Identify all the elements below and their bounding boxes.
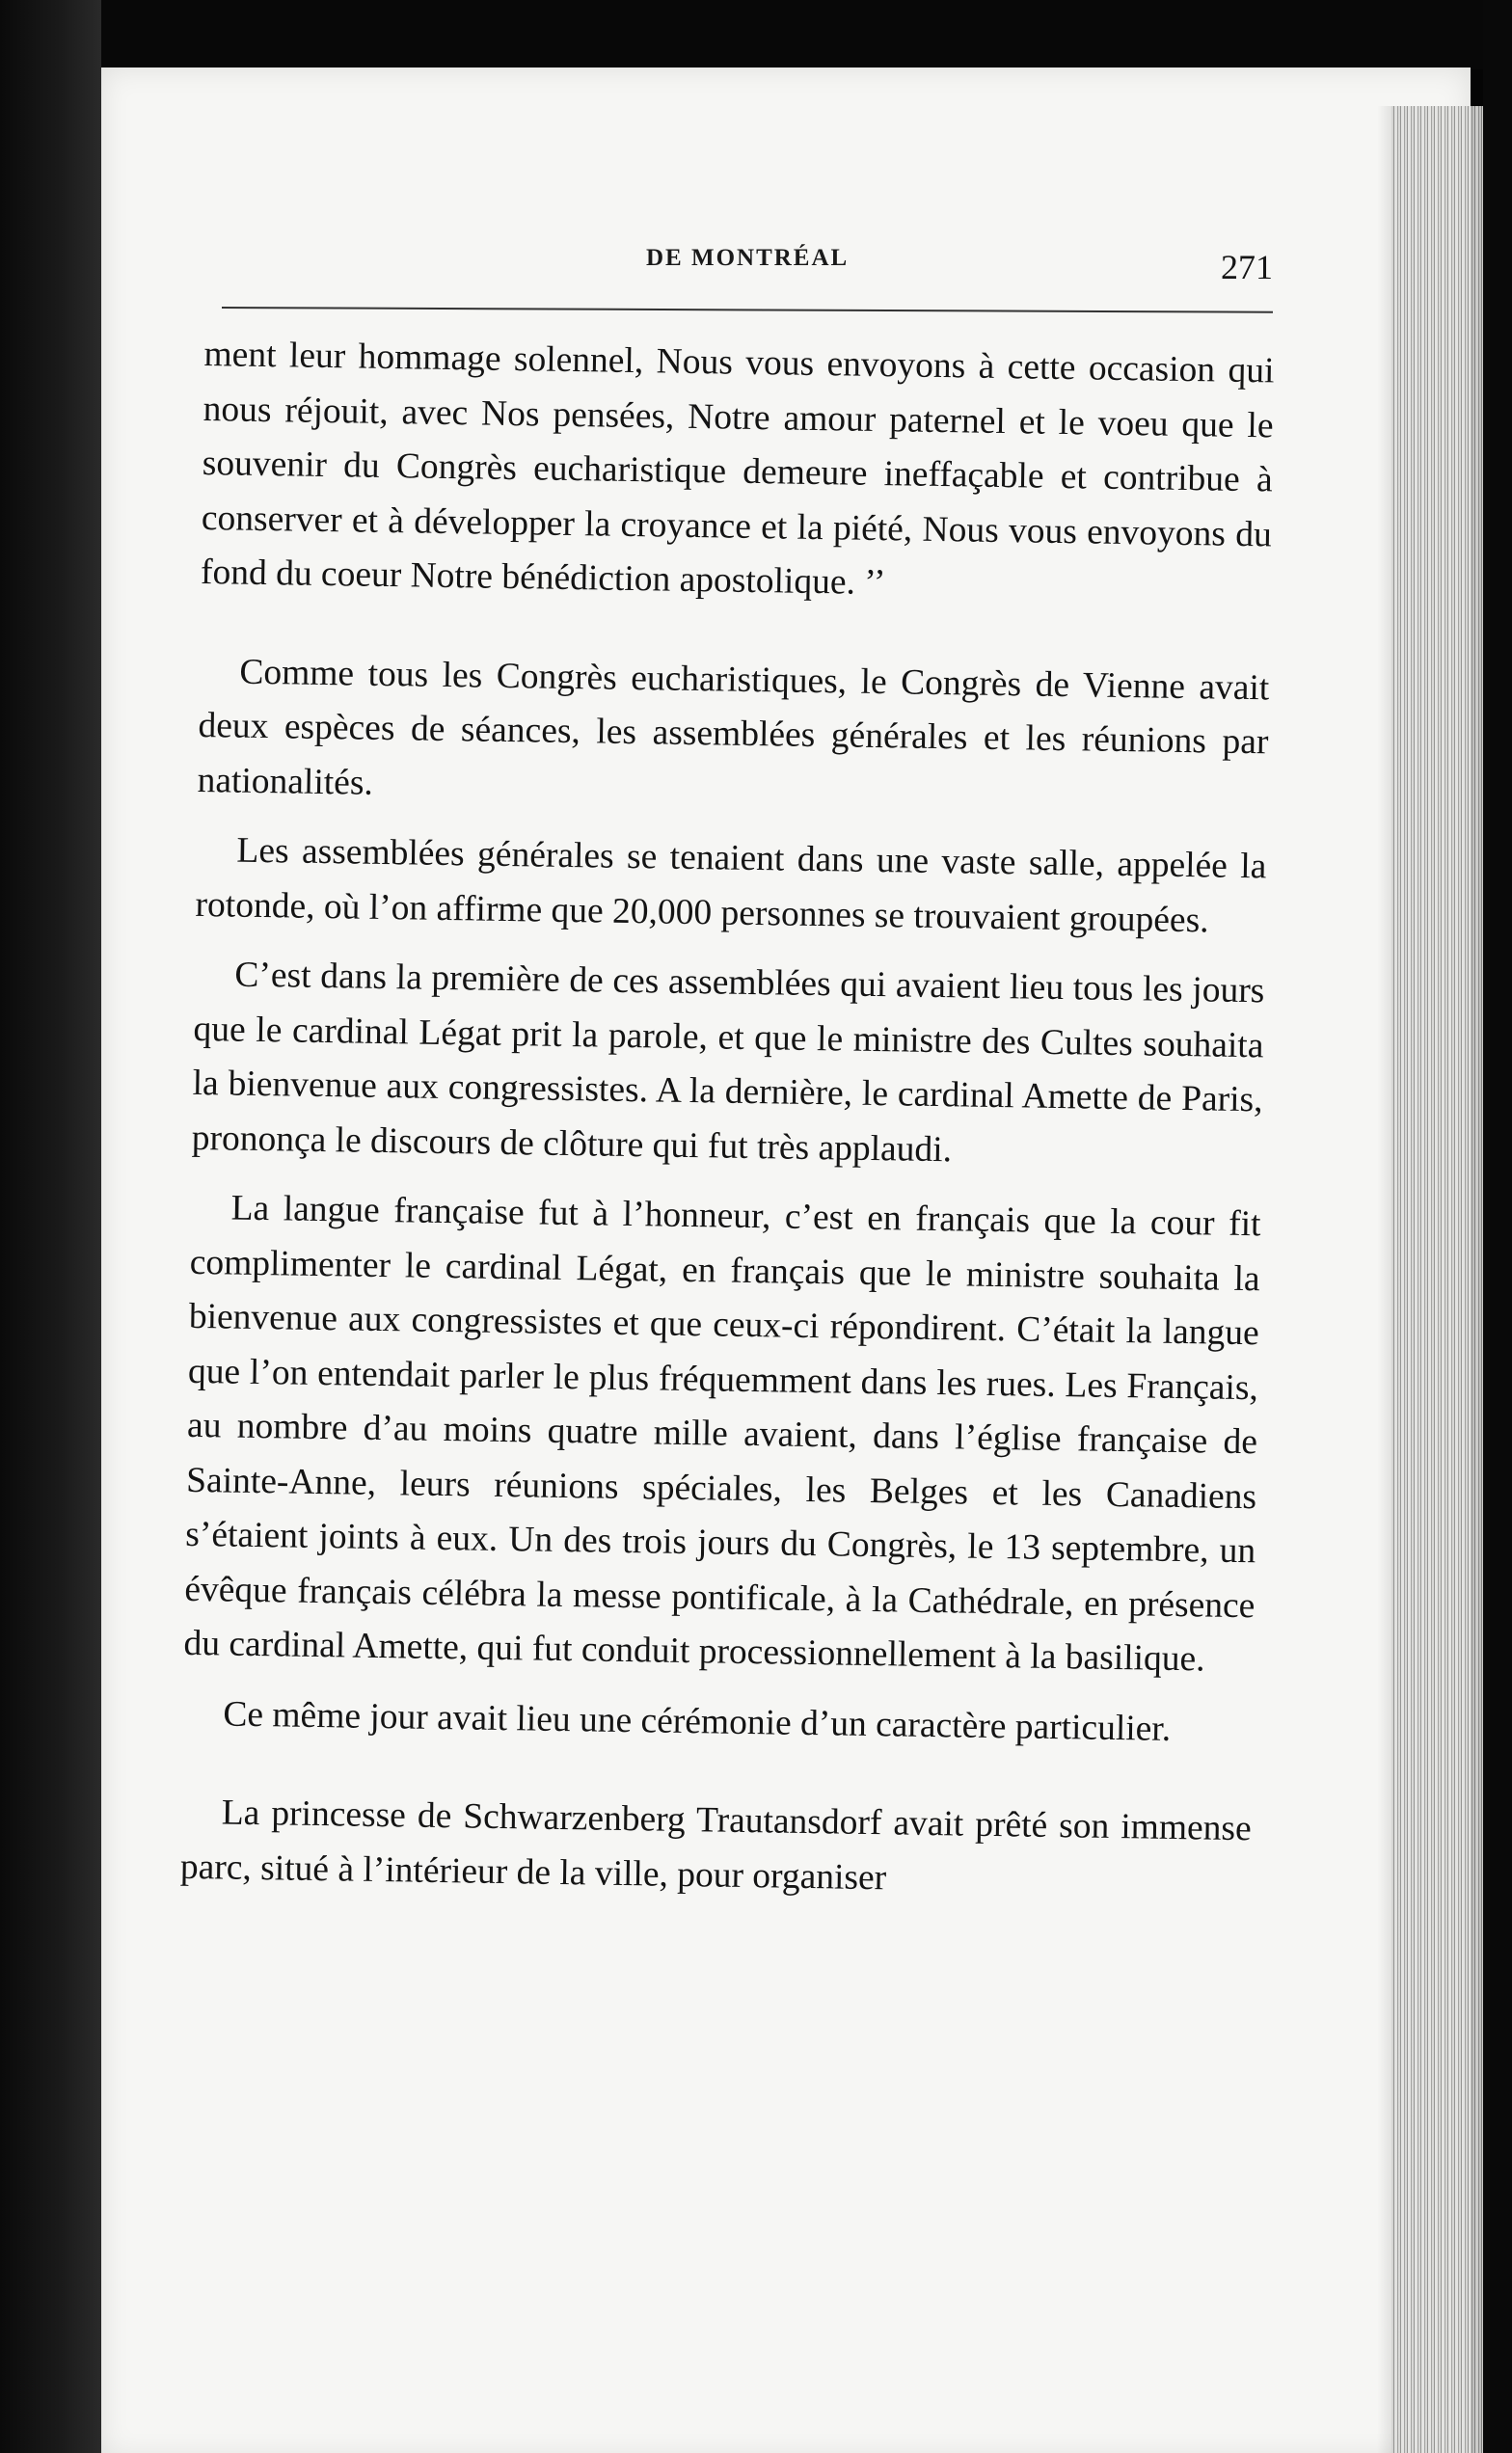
scan-frame-right	[1483, 0, 1512, 2453]
scan-frame-top	[0, 0, 1512, 69]
running-header	[222, 243, 1273, 301]
paragraph-continuation: ment leur hommage solennel, Nous vous envoyons à cette occasion qui nous réjouit, avec Nos pensées, Notre amour paternel et le voeu que le souvenir du Congrès eucharistique demeure ineffaçable et contribue à conserver et à développer la croyance et la piété, Nous vous envoyons du fond du coeur Notre bénédiction apostolique. ’’	[200, 334, 1275, 604]
page-number: 271	[1221, 248, 1273, 286]
paragraph: Comme tous les Congrès eucharistiques, le Congrès de Vienne avait deux espèces de séances, les assemblées générales et les réunions par nationalités.	[197, 652, 1270, 803]
paragraph: Les assemblées générales se tenaient dans une vaste salle, appelée la rotonde, où l’on affirme que 20,000 personnes se trouvaient groupées.	[195, 830, 1267, 940]
running-title: DE MONTRÉAL	[646, 245, 850, 271]
paragraph: C’est dans la première de ces assemblées qui avaient lieu tous les jours que le cardinal Légat prit la parole, et que le ministre des Cultes souhaita la bienvenue aux congressistes. A la dernière, le cardinal Amette de Paris, prononça le discours de clôture qui fut très applaudi.	[191, 955, 1265, 1170]
body-text	[179, 328, 1274, 1911]
paragraph: Ce même jour avait lieu une cérémonie d’un caractère particulier.	[223, 1693, 1172, 1749]
scan-frame-left	[0, 0, 101, 2453]
paragraph: La princesse de Schwarzenberg Trautansdorf avait prêté son immense parc, situé à l’intérieur de la ville, pour organiser	[179, 1793, 1253, 1898]
book-page-edges	[1391, 106, 1483, 2453]
paragraph: La langue française fut à l’honneur, c’est en français que la cour fit complimenter le cardinal Légat, en français que le ministre souhaita la bienvenue aux congressistes et que ceux-ci répondirent. C’était la langue que l’on entendait parler le plus fréquemment dans les rues. Les Français, au nombre d’au moins quatre mille avaient, dans l’église française de Sainte-Anne, leurs réunions spéciales, les Belges et les Canadiens s’étaient joints à eux. Un des trois jours du Congrès, le 13 septembre, un évêque français célébra la messe pontificale, à la Cathédrale, en présence du cardinal Amette, qui fut conduit processionnellement à la basilique.	[183, 1188, 1261, 1680]
